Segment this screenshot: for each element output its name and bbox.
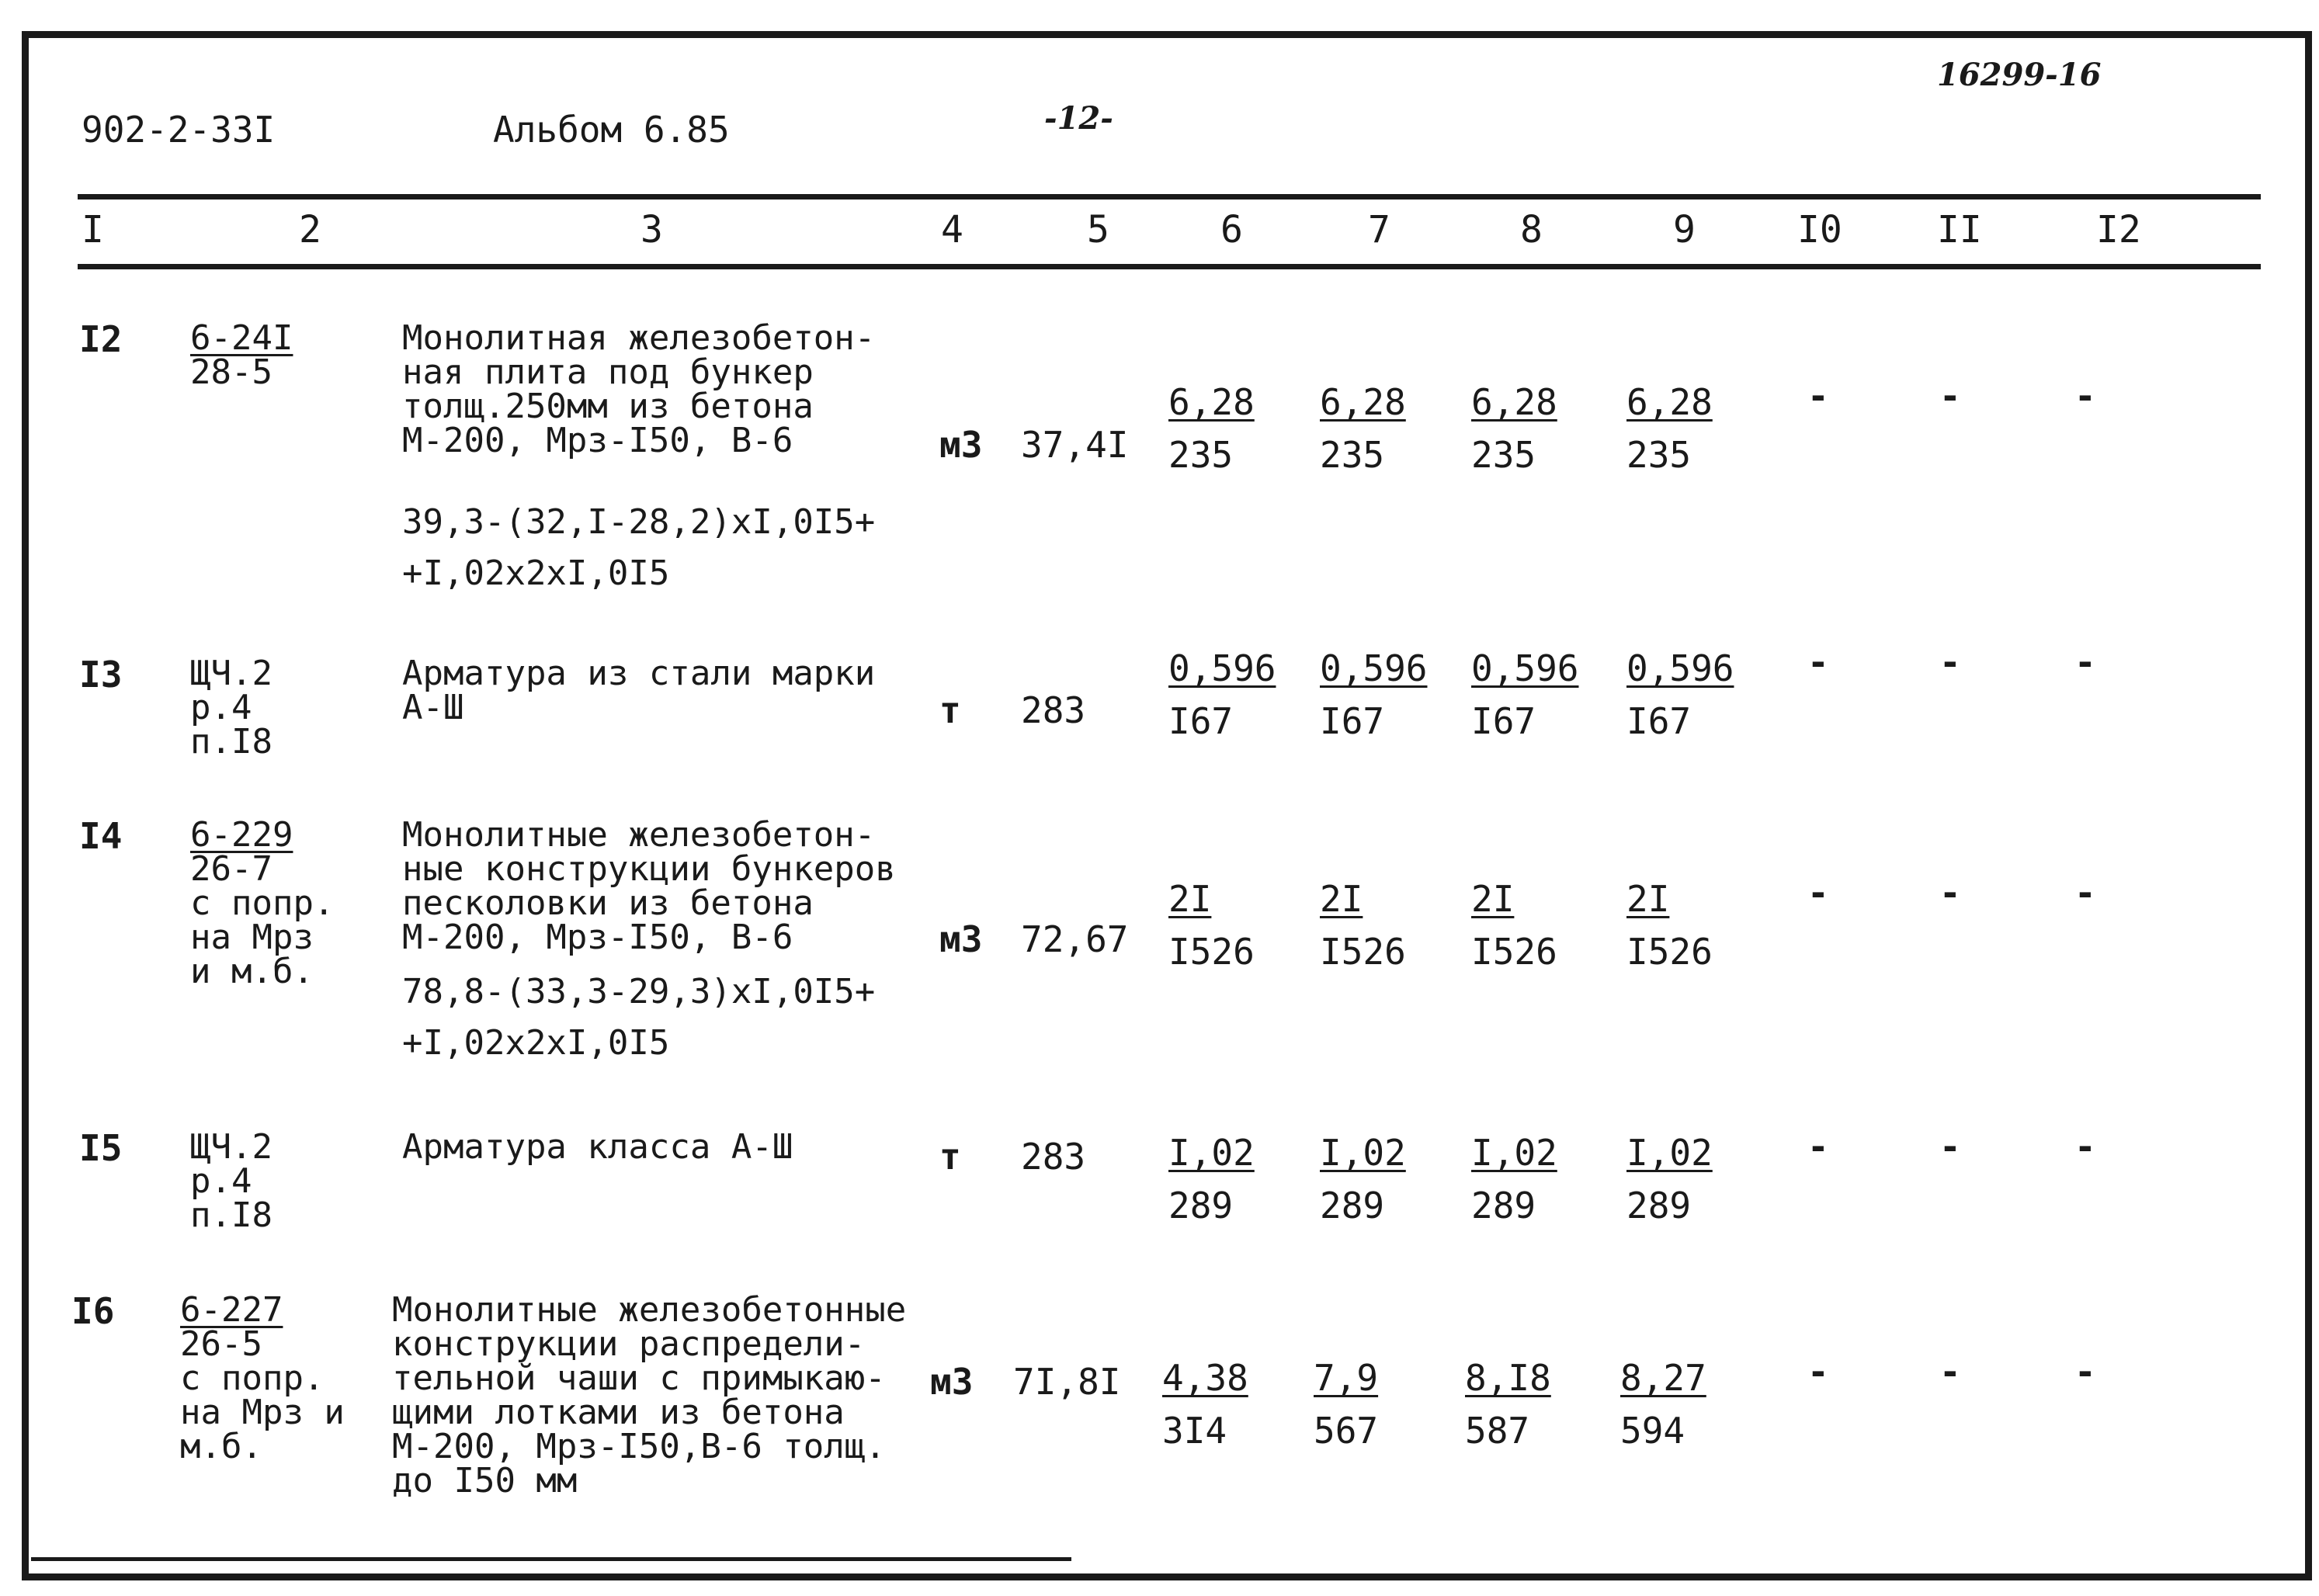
column-number: I0 <box>1797 208 1842 252</box>
column-number: 4 <box>941 208 963 252</box>
value-fraction <box>1626 1132 1713 1226</box>
description-line: до I50 мм <box>392 1461 578 1501</box>
value-fraction <box>1168 647 1276 742</box>
column-number: 8 <box>1520 208 1543 252</box>
unit-quantity: 37,4I <box>1021 424 1129 466</box>
norm-code <box>190 1127 273 1235</box>
empty-cell-dash: - <box>1807 1126 1829 1168</box>
value-fraction <box>1314 1357 1379 1452</box>
value-top: 8,I8 <box>1465 1357 1551 1399</box>
norm-code-line: 26-7 <box>190 849 273 889</box>
column-number: I <box>82 208 104 252</box>
value-top: 0,596 <box>1168 647 1276 689</box>
value-bottom: 587 <box>1465 1410 1530 1452</box>
value-fraction <box>1320 1132 1406 1226</box>
value-top: 2I <box>1471 878 1515 920</box>
unit-of-measure: м3 <box>930 1361 974 1403</box>
value-bottom: 289 <box>1626 1185 1692 1226</box>
value-bottom: I526 <box>1320 931 1406 973</box>
norm-code-line: с попр. <box>180 1358 325 1398</box>
norm-code <box>190 654 273 762</box>
value-fraction <box>1168 1132 1255 1226</box>
value-bottom: I67 <box>1168 700 1234 742</box>
value-fraction <box>1320 878 1406 973</box>
empty-cell-dash: - <box>1807 375 1829 417</box>
value-top: I,02 <box>1168 1132 1255 1174</box>
page-number: -12- <box>1044 100 1113 137</box>
norm-code-line: с попр. <box>190 883 335 923</box>
value-fraction <box>1465 1357 1551 1452</box>
header-rule-top <box>78 194 2261 200</box>
norm-code-line: п.I8 <box>190 722 273 762</box>
value-bottom: 567 <box>1314 1410 1379 1452</box>
value-fraction <box>1471 381 1557 476</box>
norm-code-line: ЩЧ.2 <box>190 1127 273 1167</box>
description-line: М-200, Мрз-I50, В-6 <box>402 421 793 460</box>
row-number: I6 <box>71 1290 115 1332</box>
description-line: тельной чаши с примыкаю- <box>392 1358 886 1398</box>
norm-code <box>190 318 293 392</box>
archive-stamp: 16299-16 <box>1937 57 2102 93</box>
norm-code-line: и м.б. <box>190 952 314 991</box>
norm-code <box>190 815 335 991</box>
value-top: I,02 <box>1320 1132 1406 1174</box>
calculation-line: 39,3-(32,I-28,2)xI,0I5+ <box>402 502 876 542</box>
value-fraction <box>1626 381 1713 476</box>
empty-cell-dash: - <box>1939 1126 1961 1168</box>
norm-code-line: п.I8 <box>190 1195 273 1235</box>
value-bottom: 235 <box>1168 434 1234 476</box>
column-number: I2 <box>2096 208 2141 252</box>
column-number: 2 <box>299 208 321 252</box>
row-number: I5 <box>79 1127 123 1169</box>
value-fraction <box>1471 1132 1557 1226</box>
description-line: Арматура класса А-Ш <box>402 1127 793 1167</box>
value-top: 0,596 <box>1320 647 1428 689</box>
calculation-line: +I,02x2xI,0I5 <box>402 1023 670 1063</box>
value-top: I,02 <box>1626 1132 1713 1174</box>
value-top: 4,38 <box>1162 1357 1248 1399</box>
value-top: 0,596 <box>1626 647 1734 689</box>
description-line: Монолитная железобетон- <box>402 318 876 358</box>
value-bottom: 289 <box>1471 1185 1536 1226</box>
empty-cell-dash: - <box>2074 641 2096 683</box>
value-top: I,02 <box>1471 1132 1557 1174</box>
empty-cell-dash: - <box>2074 1126 2096 1168</box>
value-fraction <box>1620 1357 1706 1452</box>
unit-quantity: 283 <box>1021 1136 1086 1178</box>
value-fraction <box>1471 647 1579 742</box>
empty-cell-dash: - <box>1807 1351 1829 1393</box>
album-label: Альбом 6.85 <box>493 109 730 151</box>
description-line: ные конструкции бункеров <box>402 849 896 889</box>
norm-code-line: р.4 <box>190 688 252 727</box>
empty-cell-dash: - <box>2074 375 2096 417</box>
value-bottom: 235 <box>1626 434 1692 476</box>
document-code: 902-2-33I <box>82 109 276 151</box>
empty-cell-dash: - <box>1939 641 1961 683</box>
value-fraction <box>1471 878 1557 973</box>
norm-code-line: 6-229 <box>190 815 293 855</box>
value-top: 0,596 <box>1471 647 1579 689</box>
empty-cell-dash: - <box>1939 375 1961 417</box>
empty-cell-dash: - <box>1807 641 1829 683</box>
work-description <box>402 815 896 957</box>
norm-code-line: на Мрз <box>190 918 314 957</box>
value-fraction <box>1626 647 1734 742</box>
value-top: 2I <box>1168 878 1212 920</box>
row-number: I4 <box>79 815 123 857</box>
value-fraction <box>1168 381 1255 476</box>
row-number: I3 <box>79 654 123 696</box>
empty-cell-dash: - <box>1939 1351 1961 1393</box>
value-fraction <box>1162 1357 1248 1452</box>
work-description <box>402 318 876 460</box>
value-bottom: 235 <box>1471 434 1536 476</box>
value-fraction <box>1626 878 1713 973</box>
description-line: Монолитные железобетонные <box>392 1290 907 1330</box>
value-bottom: 289 <box>1320 1185 1385 1226</box>
row-number: I2 <box>79 318 123 360</box>
description-line: конструкции распредели- <box>392 1324 866 1364</box>
empty-cell-dash: - <box>1939 872 1961 914</box>
volume-calculation <box>402 966 875 1069</box>
column-number: 6 <box>1220 208 1243 252</box>
value-fraction <box>1320 381 1406 476</box>
value-top: 7,9 <box>1314 1357 1379 1399</box>
value-bottom: 3I4 <box>1162 1410 1227 1452</box>
unit-quantity: 283 <box>1021 689 1086 731</box>
value-top: 6,28 <box>1471 381 1557 423</box>
column-number: 5 <box>1087 208 1109 252</box>
norm-code-line: 6-24I <box>190 318 293 358</box>
value-top: 2I <box>1626 878 1670 920</box>
value-top: 6,28 <box>1626 381 1713 423</box>
unit-of-measure: т <box>939 689 961 731</box>
norm-code-line: ЩЧ.2 <box>190 654 273 693</box>
unit-of-measure: м3 <box>939 918 983 960</box>
unit-quantity: 7I,8I <box>1013 1361 1121 1403</box>
description-line: М-200, Мрз-I50,В-6 толщ. <box>392 1427 886 1466</box>
value-bottom: 289 <box>1168 1185 1234 1226</box>
value-bottom: I67 <box>1626 700 1692 742</box>
description-line: Арматура из стали марки <box>402 654 876 693</box>
empty-cell-dash: - <box>2074 1351 2096 1393</box>
value-top: 6,28 <box>1168 381 1255 423</box>
norm-code-line: м.б. <box>180 1427 262 1466</box>
description-line: ная плита под бункер <box>402 352 814 392</box>
calculation-line: +I,02x2xI,0I5 <box>402 553 670 593</box>
column-number: II <box>1937 208 1982 252</box>
value-bottom: I67 <box>1320 700 1385 742</box>
bottom-rule <box>31 1557 1071 1561</box>
value-bottom: 235 <box>1320 434 1385 476</box>
norm-code-line: 28-5 <box>190 352 273 392</box>
norm-code-line: на Мрз и <box>180 1393 345 1432</box>
value-bottom: 594 <box>1620 1410 1685 1452</box>
column-number: 7 <box>1368 208 1390 252</box>
value-top: 6,28 <box>1320 381 1406 423</box>
unit-quantity: 72,67 <box>1021 918 1129 960</box>
value-top: 2I <box>1320 878 1363 920</box>
value-bottom: I526 <box>1168 931 1255 973</box>
value-bottom: I526 <box>1471 931 1557 973</box>
work-description <box>392 1290 907 1501</box>
description-line: А-Ш <box>402 688 464 727</box>
value-fraction <box>1320 647 1428 742</box>
norm-code-line: 6-227 <box>180 1290 283 1330</box>
work-description <box>402 654 876 727</box>
value-bottom: I67 <box>1471 700 1536 742</box>
description-line: толщ.250мм из бетона <box>402 387 814 426</box>
unit-of-measure: т <box>939 1136 961 1178</box>
value-top: 8,27 <box>1620 1357 1706 1399</box>
description-line: Монолитные железобетон- <box>402 815 876 855</box>
column-number: 9 <box>1673 208 1696 252</box>
description-line: песколовки из бетона <box>402 883 814 923</box>
empty-cell-dash: - <box>1807 872 1829 914</box>
column-number: 3 <box>641 208 663 252</box>
value-fraction <box>1168 878 1255 973</box>
norm-code <box>180 1290 345 1466</box>
value-bottom: I526 <box>1626 931 1713 973</box>
norm-code-line: 26-5 <box>180 1324 262 1364</box>
header-rule-bottom <box>78 264 2261 269</box>
volume-calculation <box>402 497 875 599</box>
description-line: М-200, Мрз-I50, В-6 <box>402 918 793 957</box>
calculation-line: 78,8-(33,3-29,3)xI,0I5+ <box>402 972 876 1011</box>
description-line: щими лотками из бетона <box>392 1393 845 1432</box>
unit-of-measure: м3 <box>939 424 983 466</box>
norm-code-line: р.4 <box>190 1161 252 1201</box>
work-description <box>402 1127 793 1167</box>
empty-cell-dash: - <box>2074 872 2096 914</box>
